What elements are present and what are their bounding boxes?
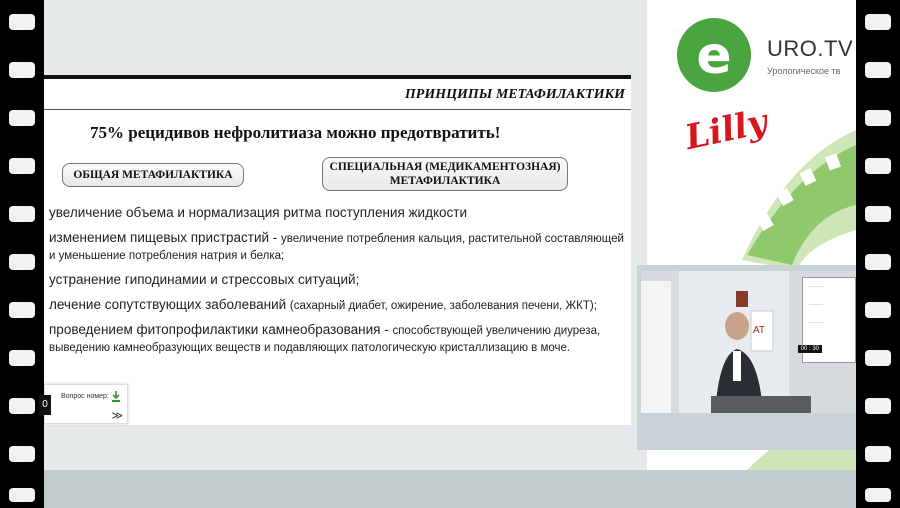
film-hole [9, 206, 35, 222]
film-hole [9, 446, 35, 462]
film-hole [9, 62, 35, 78]
bullet-detail: увеличение потребления кальция, растительной составляющей и уменьшение потребления натрия и белка; [49, 233, 624, 262]
slide-bullet-list [49, 205, 627, 364]
film-hole [865, 302, 891, 318]
general-metaphylaxis-box [62, 163, 244, 187]
svg-text:AT: AT [753, 325, 766, 336]
film-hole [865, 158, 891, 174]
timer: 00 : 30 [798, 345, 822, 353]
uro-tv-logo [677, 18, 751, 92]
film-hole [865, 350, 891, 366]
brand-name: URO.TV [767, 36, 854, 61]
slide-bullet-item [49, 230, 627, 264]
film-hole [9, 158, 35, 174]
presentation-slide [44, 75, 631, 425]
bullet-lead: проведением фитопрофилактики камнеобразования - [49, 322, 393, 337]
bullet-lead: увеличение объема и нормализация ритма поступления жидкости [49, 205, 467, 220]
question-label: Вопрос номер: [61, 393, 109, 400]
general-metaphylaxis-label: ОБЩАЯ МЕТАФИЛАКТИКА [73, 169, 233, 181]
film-hole [865, 62, 891, 78]
film-hole [9, 350, 35, 366]
film-strip-right [856, 0, 900, 508]
slide-bullet-item [49, 272, 627, 289]
screen-text: ······· [809, 284, 823, 290]
slide-bullet-item [49, 322, 627, 356]
slide-divider [44, 109, 631, 110]
slide-headline: 75% рецидивов нефролитиаза можно предотвратить! [90, 123, 501, 142]
film-hole [9, 14, 35, 30]
film-hole [9, 398, 35, 414]
sponsor-logo: Lilly [681, 101, 771, 159]
screen-text: ······· [809, 302, 823, 308]
bullet-detail: (сахарный диабет, ожирение, заболевания печени, ЖКТ); [289, 300, 597, 312]
film-hole [865, 110, 891, 126]
brand-subtitle: Урологическое тв [767, 66, 841, 76]
slide-title: ПРИНЦИПЫ МЕТАФИЛАКТИКИ [404, 87, 625, 102]
film-hole [865, 206, 891, 222]
bullet-lead: устранение гиподинамии и стрессовых ситуаций; [49, 272, 360, 287]
film-hole [865, 398, 891, 414]
special-metaphylaxis-label-line2: МЕТАФИЛАКТИКА [389, 175, 501, 187]
special-metaphylaxis-label-line1: СПЕЦИАЛЬНАЯ (МЕДИКАМЕНТОЗНАЯ) [329, 161, 561, 173]
film-hole [865, 446, 891, 462]
film-strip-left [0, 0, 44, 508]
question-count: 0 [39, 395, 51, 415]
bottom-bar [44, 470, 856, 508]
video-frame [44, 0, 856, 508]
speaker-video[interactable] [637, 265, 856, 450]
film-hole [9, 254, 35, 270]
bullet-lead: лечение сопутствующих заболеваний [49, 297, 290, 312]
bullet-lead: изменением пищевых пристрастий - [49, 230, 282, 245]
slide-bullet-item [49, 297, 627, 314]
bullet-detail: способствующей увеличению диуреза, выведению камнеобразующих веществ и подавляющих патологическую кристаллизацию в моче. [49, 325, 601, 354]
speaker-video-feed [641, 271, 856, 413]
film-hole [9, 302, 35, 318]
question-widget[interactable] [44, 384, 128, 424]
film-hole [9, 488, 35, 502]
film-hole [9, 110, 35, 126]
download-icon[interactable] [111, 391, 121, 403]
logo-letter: e [696, 26, 732, 86]
film-hole [865, 488, 891, 502]
screen-text: ······· [809, 320, 823, 326]
slide-bullet-item [49, 205, 627, 222]
expand-arrow-icon[interactable]: ≫ [111, 409, 123, 422]
film-hole [865, 14, 891, 30]
special-metaphylaxis-box [322, 157, 568, 191]
film-hole [865, 254, 891, 270]
